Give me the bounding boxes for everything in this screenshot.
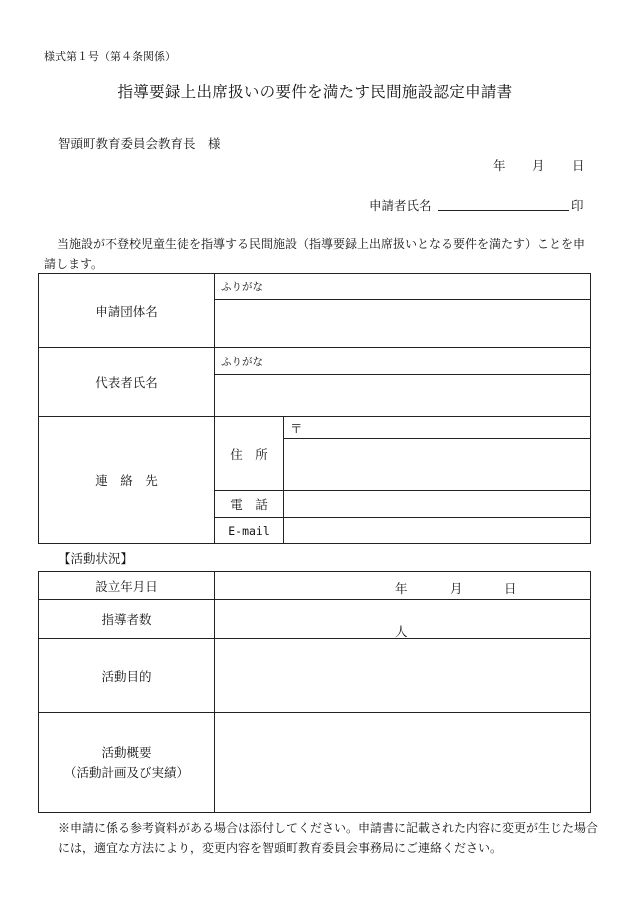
est-year-label: 年 bbox=[395, 581, 408, 596]
address-field[interactable] bbox=[284, 439, 591, 491]
applicant-name-label: 申請者氏名 bbox=[369, 198, 432, 213]
email-field[interactable] bbox=[284, 518, 591, 544]
purpose-field[interactable] bbox=[215, 639, 591, 713]
instructors-unit: 人 bbox=[395, 624, 408, 639]
seal-label: 印 bbox=[571, 198, 584, 213]
date-year-label: 年 bbox=[493, 158, 506, 173]
established-label: 設立年月日 bbox=[39, 572, 215, 600]
rep-name-label: 代表者氏名 bbox=[39, 348, 215, 417]
activity-table bbox=[38, 571, 591, 813]
intro-text: 当施設が不登校児童生徒を指導する民間施設（指導要録上出席扱いとなる要件を満たす）ことを申請します。 bbox=[44, 237, 586, 271]
email-label: E-mail bbox=[215, 518, 284, 544]
est-month-label: 月 bbox=[450, 581, 463, 596]
overview-field[interactable] bbox=[215, 713, 591, 813]
footnote: ※申請に係る参考資料がある場合は添付してください。申請書に記載された内容に変更が生じた場合には，適宜な方法により，変更内容を智頭町教育委員会事務局にご連絡ください。 bbox=[58, 821, 599, 855]
address-label: 住 所 bbox=[215, 417, 284, 491]
date-day-label: 日 bbox=[572, 158, 585, 173]
org-name-field[interactable] bbox=[215, 300, 591, 348]
rep-furigana-field[interactable] bbox=[215, 348, 591, 375]
overview-label: 活動概要 bbox=[101, 744, 152, 760]
purpose-label: 活動目的 bbox=[39, 639, 215, 713]
org-name-label: 申請団体名 bbox=[39, 274, 215, 348]
addressee: 智頭町教育委員会教育長 様 bbox=[58, 136, 221, 151]
page-title: 指導要録上出席扱いの要件を満たす民間施設認定申請書 bbox=[117, 83, 513, 101]
est-day-label: 日 bbox=[504, 581, 517, 596]
date-month-label: 月 bbox=[532, 158, 545, 173]
furigana-label: ふりがな bbox=[221, 355, 263, 368]
overview-label-cell bbox=[39, 713, 215, 813]
form-number: 様式第１号（第４条関係） bbox=[44, 50, 176, 63]
overview-sublabel: （活動計画及び実績） bbox=[63, 764, 189, 780]
contact-label: 連 絡 先 bbox=[39, 417, 215, 544]
phone-field[interactable] bbox=[284, 491, 591, 518]
postal-code-field[interactable] bbox=[284, 417, 591, 439]
established-field[interactable] bbox=[215, 572, 591, 600]
phone-label: 電 話 bbox=[215, 491, 284, 518]
applicant-name-line[interactable] bbox=[438, 210, 569, 211]
instructors-field[interactable] bbox=[215, 600, 591, 639]
activity-heading: 【活動状況】 bbox=[58, 551, 134, 566]
applicant-table bbox=[38, 273, 591, 544]
org-furigana-field[interactable] bbox=[215, 274, 591, 300]
instructors-label: 指導者数 bbox=[39, 600, 215, 639]
furigana-label: ふりがな bbox=[221, 281, 263, 293]
postal-mark: 〒 bbox=[290, 420, 303, 436]
rep-name-field[interactable] bbox=[215, 375, 591, 417]
